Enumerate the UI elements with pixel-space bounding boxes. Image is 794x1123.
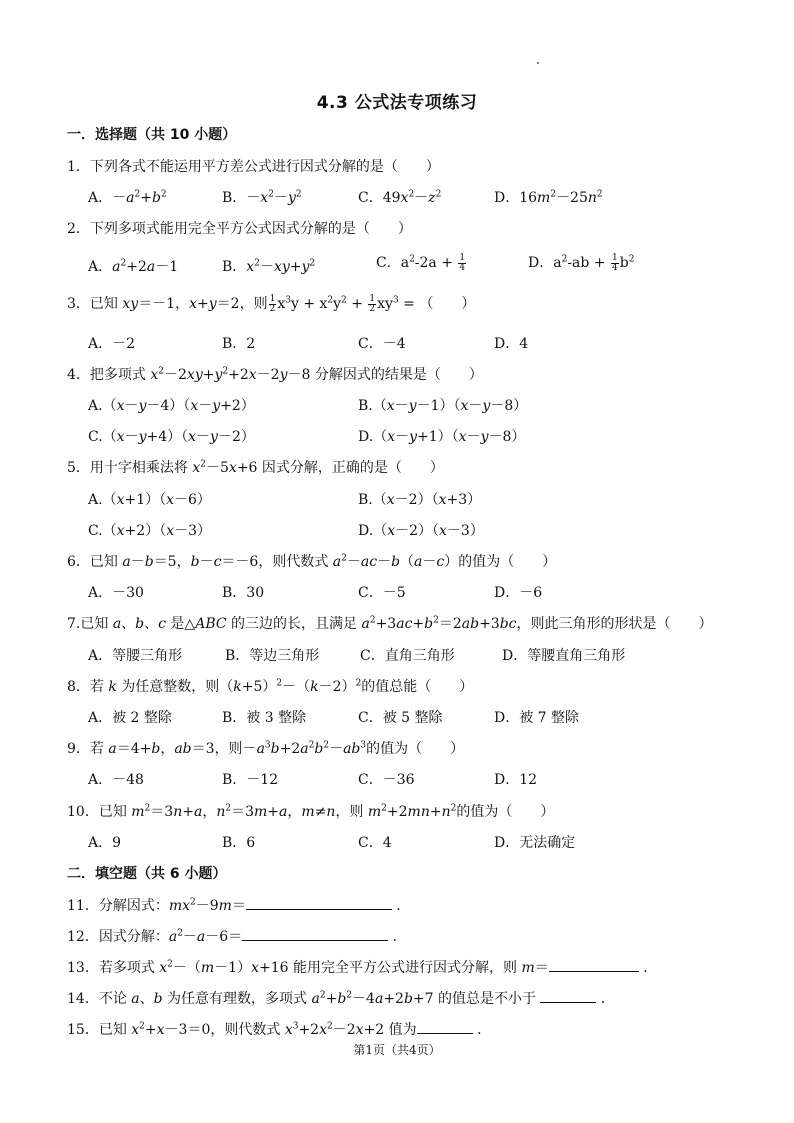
question-9-option-a: A．－48 [88,772,144,788]
question-13: 13．若多项式 $x^2-(m-1)x+16$ 能用完全平方公式进行因式分解，则 m＝ ． [67,959,658,976]
question-1-stem: 1．下列各式不能运用平方差公式进行因式分解的是（ ） [67,159,440,175]
question-11: 11．分解因式：$mx^2-9m=$ ． [67,897,411,914]
answer-blank[interactable] [417,1020,473,1034]
fraction-one-quarter: $\frac{1}{4}$ [459,252,466,273]
question-15: 15．已知 $x^2+x-3=0$，则代数式 $x^3+2x^2-2x+2$ 值为 ． [67,1021,492,1038]
question-4-option-c: C.（x－y+4）（x－y－2） [88,429,255,445]
question-10-option-d: D．无法确定 [494,835,576,851]
question-2-stem: 2．下列多项式能用完全平方公式因式分解的是（ ） [67,221,412,237]
question-6-option-b: B．30 [222,585,265,601]
page-title: 4.3 公式法专项练习 [316,93,478,113]
page-footer: 第1页（共4页） [353,1043,441,1057]
question-12: 12．因式分解：$a^2-a-6=$ ． [67,928,407,945]
question-2-option-d: D．$a^2-ab$ + $\frac{1}{4}$ $b^2$ [528,252,635,273]
answer-blank[interactable] [540,989,596,1003]
question-6-option-c: C．－5 [358,585,406,601]
question-5-option-b: B.（x－2）（x+3） [358,492,482,508]
question-4-option-b: B.（x－y－1）（x－y－8） [358,398,528,414]
question-5-stem: 5．用十字相乘法将 $x^2-5x+6$ 因式分解，正确的是（ ） [67,459,444,476]
question-1-option-d: D．$16m^2-25n^2$ [494,189,603,206]
question-2-option-b: B．$x^2-xy+y^2$ [222,258,316,275]
question-14: 14．不论 a、b 为任意有理数，多项式 $a^2+b^2-4a+2b+7$ 的值总是不小于 ． [67,990,615,1007]
fraction-one-half: $\frac{1}{2}$ [269,293,276,314]
question-4-stem: 4．把多项式 $x^2-2xy+y^2+2x-2y-8$ 分解因式的结果是（ ） [67,366,483,383]
question-6-stem: 6．已知 a－b＝5，b－c＝－6，则代数式 $a^2-ac-b(a-c)$的值为（ ） [67,553,557,570]
question-7-option-b: B．等边三角形 [225,648,320,664]
question-10-stem: 10．已知 $m^2=3n+a$，$n^2=3m+a$，m≠n，则 $m^2+2mn+n^2$的值为（ ） [67,803,555,820]
question-3-stem: 3．已知 xy＝－1，x+y＝2，则 $\frac{1}{2}$ $x^3y + x^2y^2$ + $\frac{1}{2}$ $xy^3$ = （ ） [67,293,476,314]
question-5-option-d: D.（x－2）（x－3） [358,523,484,539]
scan-speck [537,62,539,64]
question-8-stem: 8．若 k 为任意整数，则$(k+5)^2-(k-2)^2$的值总能（ ） [67,678,474,695]
question-7-option-c: C．直角三角形 [360,648,455,664]
answer-blank[interactable] [246,896,392,910]
question-5-option-a: A.（x+1）（x－6） [88,492,211,508]
question-9-option-c: C．－36 [358,772,415,788]
question-4-option-d: D.（x－y+1）（x－y－8） [358,429,526,445]
question-1-option-b: B．$-x^2-y^2$ [222,189,302,206]
question-1-option-c: C．$49x^2-z^2$ [358,189,442,206]
question-10-option-b: B．6 [222,835,256,851]
question-9-option-d: D．12 [494,772,538,788]
question-3-option-c: C．－4 [358,336,406,352]
fraction-one-half: $\frac{1}{2}$ [369,293,376,314]
question-10-option-c: C．4 [358,835,392,851]
question-7-stem: 7.已知 a、b、c 是△ABC 的三边的长，且满足 $a^2+3ac+b^2=2ab+3bc$，则此三角形的形状是（ ） [67,615,713,632]
question-3-option-a: A．－2 [88,336,136,352]
question-10-option-a: A．9 [88,835,122,851]
question-1-option-a: A．$-a^2+b^2$ [88,189,167,206]
question-5-option-c: C.（x+2）（x－3） [88,523,212,539]
question-8-option-d: D．被 7 整除 [494,710,580,726]
question-7-option-a: A．等腰三角形 [88,648,183,664]
question-8-option-a: A．被 2 整除 [88,710,172,726]
question-3-option-d: D．4 [494,336,529,352]
question-7-option-d: D．等腰直角三角形 [502,648,626,664]
question-2-option-c: C．$a^2-2a$ + $\frac{1}{4}$ [376,252,466,273]
question-6-option-a: A．－30 [88,585,144,601]
section-heading-fill: 二．填空题（共 6 小题） [67,866,227,882]
answer-blank[interactable] [242,927,388,941]
question-8-option-c: C．被 5 整除 [358,710,443,726]
question-4-option-a: A.（x－y－4）（x－y+2） [88,398,255,414]
question-2-option-a: A．$a^2+2a-1$ [88,258,179,275]
question-8-option-b: B．被 3 整除 [222,710,307,726]
question-3-option-b: B．2 [222,336,256,352]
section-heading-choice: 一．选择题（共 10 小题） [67,127,237,143]
question-9-stem: 9．若 a＝4+b，ab＝3，则$-a^3b+2a^2b^2-ab^3$的值为（ ） [67,740,465,757]
question-6-option-d: D．－6 [494,585,543,601]
question-9-option-b: B．－12 [222,772,279,788]
answer-blank[interactable] [549,958,639,972]
fraction-one-quarter: $\frac{1}{4}$ [611,252,618,273]
